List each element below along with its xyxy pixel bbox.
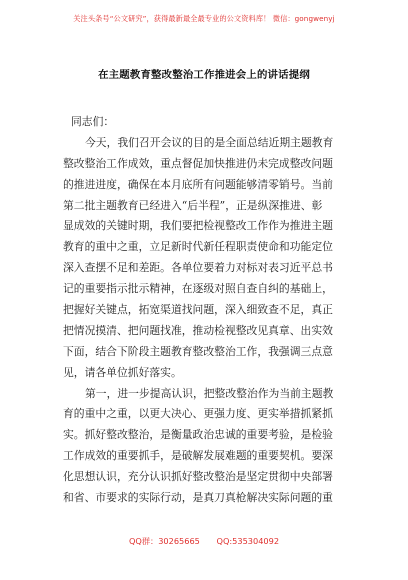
paragraph-line: 的推进进度，确保在本月底所有问题能够清零销号。当前: [63, 177, 333, 191]
paragraph-line: 下面，结合下阶段主题教育整改整治工作，我强调三点意: [63, 344, 333, 358]
document-title: 在主题教育整改整治工作推进会上的讲话提纲: [98, 69, 310, 81]
paragraph-line: 把握好关键点，拓宽渠道找问题，深入细致查不足，真正: [63, 303, 333, 317]
paragraph-line: 和省、市要求的实际行动，是真刀真枪解决实际问题的重: [63, 491, 333, 505]
footer-qq-group: QQ群：30265665: [128, 536, 200, 546]
paragraph-line: 深入查摆不足和差距。各单位要着力对标对表习近平总书: [63, 261, 333, 275]
paragraph-line: 工作成效的重要抓手，是破解发展难题的重要契机。要深: [63, 449, 333, 463]
header-notice: 关注头条号“公文研究”，获得最新最全最专业的公文资料库！ 微信：gongwenyj: [73, 14, 335, 23]
document-body: [63, 112, 347, 509]
footer-contact: [0, 536, 408, 547]
paragraph-line: 化思想认识，充分认识抓好整改整治是坚定贯彻中央部署: [63, 470, 333, 484]
paragraph-line: 育的重中之重，以更大决心、更强力度、更实举措抓紧抓: [63, 407, 333, 421]
paragraph-line: 见，请各单位抓好落实。: [63, 365, 182, 379]
salutation-line: 同志们：: [71, 115, 115, 128]
paragraph-line: 把情况摸清、把问题找准，推动检视整改见真章、出实效: [63, 323, 333, 337]
paragraph-line: 整改整治工作成效，重点督促加快推进仍未完成整改问题: [63, 156, 333, 170]
paragraph-line: 显成效的关键时期，我们要把检视整改工作作为推进主题: [63, 219, 333, 233]
paragraph-line: 第一，进一步提高认识，把整改整治作为当前主题教: [85, 386, 334, 400]
paragraph-line: 教育的重中之重，立足新时代新任程职责使命和功能定位: [63, 240, 333, 254]
paragraph-line: 记的重要指示批示精神，在逐级对照自查自纠的基础上，: [63, 282, 333, 296]
paragraph-line: 今天，我们召开会议的目的是全面总结近期主题教育: [85, 135, 334, 149]
footer-qq-number: QQ:535304092: [216, 536, 280, 546]
paragraph-line: 第二批主题教育已经进入“后半程”，正是纵深推进、彰: [63, 198, 323, 212]
paragraph-line: 实。抓好整改整治，是衡量政治忠诚的重要考验，是检验: [63, 428, 333, 442]
